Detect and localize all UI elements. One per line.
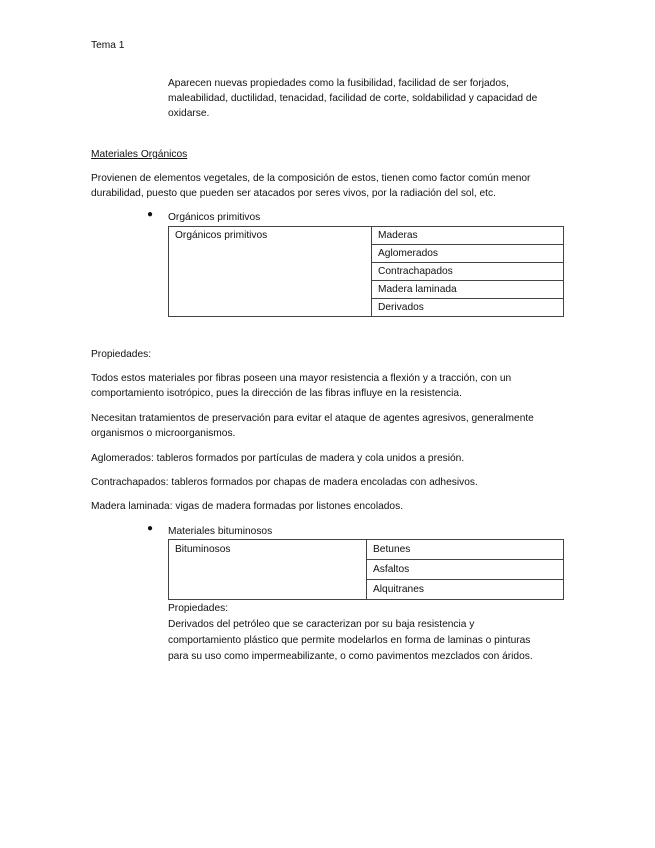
properties-paragraph [91, 411, 534, 441]
text-line: maleabilidad, ductilidad, tenacidad, facilidad de corte, soldabilidad y capacidad de [168, 93, 538, 104]
text-line: Derivados del petróleo que se caracterizan por su baja resistencia y [168, 619, 475, 630]
bullet-dot-icon: ● [147, 523, 154, 534]
text-line: Aparecen nuevas propiedades como la fusibilidad, facilidad de ser forjados, [168, 78, 509, 89]
intro-paragraph [168, 76, 537, 121]
properties-paragraph: Madera laminada: vigas de madera formadas por listones encolados. [91, 501, 404, 512]
text-line: Provienen de elementos vegetales, de la composición de estos, tienen como factor común menor [91, 173, 531, 184]
text-line: para su uso como impermeabilizante, o como pavimentos mezclados con áridos. [168, 651, 533, 662]
bituminosos-table [168, 539, 564, 600]
table-cell: Asfaltos [367, 560, 564, 580]
text-line: Todos estos materiales por fibras poseen una mayor resistencia a flexión y a tracción, con un [91, 373, 512, 384]
bullet-organicos-primitivos: Orgánicos primitivos [168, 212, 261, 223]
text-line: Necesitan tratamientos de preservación para evitar el ataque de agentes agresivos, generalmente [91, 413, 534, 424]
text-line: organismos o microorganismos. [91, 428, 236, 439]
properties-label: Propiedades: [91, 349, 152, 360]
properties-paragraph: Aglomerados: tableros formados por partículas de madera y cola unidos a presión. [91, 453, 465, 464]
table-cell: Alquitranes [367, 580, 564, 600]
organicos-description [91, 171, 530, 201]
table-left-cell: Bituminosos [169, 540, 367, 600]
table-cell: Derivados [372, 299, 564, 317]
table-cell: Aglomerados [372, 245, 564, 263]
table-cell: Maderas [372, 227, 564, 245]
section-heading-organicos: Materiales Orgánicos [91, 149, 188, 160]
table-left-cell: Orgánicos primitivos [169, 227, 372, 317]
text-line: comportamiento isotrópico, pues la dirección de las fibras influye en la resistencia. [91, 388, 462, 399]
properties-paragraph [91, 371, 511, 401]
properties-paragraph: Contrachapados: tableros formados por chapas de madera encoladas con adhesivos. [91, 477, 478, 488]
text-line: durabilidad, puesto que pueden ser atacados por seres vivos, por la radiación del sol, etc. [91, 188, 496, 199]
properties-label: Propiedades: [168, 603, 229, 614]
bituminosos-description [168, 617, 533, 665]
page-header-title: Tema 1 [91, 40, 125, 51]
table-cell: Betunes [367, 540, 564, 560]
text-line: oxidarse. [168, 108, 210, 119]
bullet-dot-icon: ● [147, 209, 154, 220]
organicos-table [168, 226, 564, 317]
text-line: comportamiento plástico que permite modelarlos en forma de laminas o pinturas [168, 635, 531, 646]
table-cell: Contrachapados [372, 263, 564, 281]
bullet-materiales-bituminosos: Materiales bituminosos [168, 526, 273, 537]
table-cell: Madera laminada [372, 281, 564, 299]
